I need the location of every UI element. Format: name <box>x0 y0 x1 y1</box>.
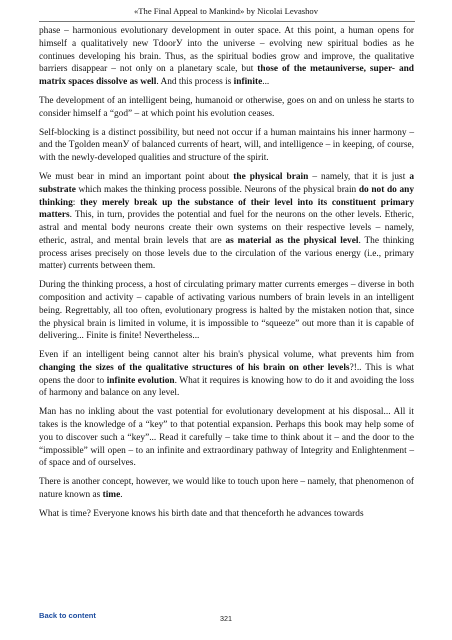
running-header: «The Final Appeal to Mankind» by Nicolai Levashov <box>133 6 318 16</box>
text-run: There is another concept, however, we would like to touch upon here – namely, that phenomenon of nature known as <box>39 477 414 501</box>
emphasis-text: do not do any thinking <box>39 184 415 208</box>
paragraph <box>39 406 414 470</box>
page-number: 321 <box>220 614 232 623</box>
text-run: . And this process is <box>156 77 234 87</box>
text-run: . <box>120 490 123 501</box>
paragraph <box>39 127 414 165</box>
emphasis-text: as material as the physical level <box>225 235 359 246</box>
text-run: Even if an intelligent being cannot alter his brain's physical volume, what prevents him from <box>39 350 414 361</box>
emphasis-text: infinite evolution <box>106 375 175 386</box>
text-run: : <box>72 197 81 208</box>
body-text <box>39 25 414 527</box>
text-run: Man has no inkling about the vast potential for evolutionary development at his disposal... All it takes is the knowledge of a “key” to that potential expansion. Perhaps this book may help some of you to discover such a “key”... Read it carefully – take time to think about it – and the door to the “impossible” will open – to an infinite and extraordinary pathway of Integrity and Enlightenment – of space and of ourselves. <box>39 407 414 469</box>
emphasis-text: infinite <box>233 77 263 87</box>
text-run: During the thinking process, a host of circulating primary matter currents emerges – diverse in both composition and activity – capable of activating various numbers of brain levels in an intelligent being. Regrettably, all too often, evolutionary progress is halted by the mistaken notion that, since the physical brain is limited in volume, it is impossible to “squeeze” out more than it is capable of delivering... Finite is finite! Nevertheless... <box>39 280 414 342</box>
text-run: – namely, that it is just <box>308 172 410 183</box>
text-run: Self-blocking is a distinct possibility, but need not occur if a human maintains his inner harmony – and the Tgolden meanУ of balanced currents of heart, will, and intelligence – in keeping, of course, with the newly-developed qualities and structure of the spirit. <box>39 127 414 164</box>
emphasis-text: a substrate <box>39 172 414 195</box>
header-divider <box>39 21 415 22</box>
text-run: ... <box>262 77 270 87</box>
paragraph <box>39 508 414 521</box>
paragraph <box>39 279 414 343</box>
emphasis-text: changing the sizes of the qualitative structures of his brain on other levels <box>39 362 350 373</box>
text-run: The development of an intelligent being, humanoid or otherwise, goes on and on unless he starts to consider himself a “god” – at which point his evolution ceases. <box>39 95 414 119</box>
paragraph <box>39 171 414 273</box>
text-run: . What it requires is knowing how to do it and avoiding the loss of harmony and balance on any level. <box>39 375 415 399</box>
text-run: We must bear in mind an important point about <box>39 172 234 183</box>
emphasis-text: the physical brain <box>233 172 309 183</box>
paragraph <box>39 349 414 400</box>
text-run: which makes the thinking process possible. Neurons of the physical brain <box>75 184 359 195</box>
text-run: ?!.. This is what opens the door to <box>39 362 415 386</box>
emphasis-text: those of the metauniverse, super- and matrix spaces dissolve as well <box>39 64 415 87</box>
text-run: What is time? Everyone knows his birth date and that thenceforth he advances towards <box>39 509 364 519</box>
back-to-content-link[interactable]: Back to content <box>39 611 96 620</box>
emphasis-text: time <box>102 490 121 501</box>
text-run: phase – harmonious evolutionary development in outer space. At this point, a human opens for himself a qualitatively new TdoorУ into the universe – evolving new spiritual bodies as he continues developing his brain. Thus, as the spiritual bodies grow and improve, the qualitative barriers disappear – not only on a planetary scale, but <box>39 26 414 75</box>
paragraph <box>39 25 414 89</box>
paragraph <box>39 95 414 121</box>
text-run: . This, in turn, provides the potential and fuel for the neurons on the other levels. Etheric, astral and mental body neurons create their own systems on their respective levels – namely, etheric, astral, and mental brain levels that are <box>39 210 414 246</box>
emphasis-text: they merely break up the substance of their level into its constituent primary matters <box>39 197 414 221</box>
paragraph <box>39 476 414 502</box>
text-run: . The thinking process arises precisely on those levels due to the circulation of the various energy (i.e., primary matter) currents between them. <box>39 235 415 272</box>
